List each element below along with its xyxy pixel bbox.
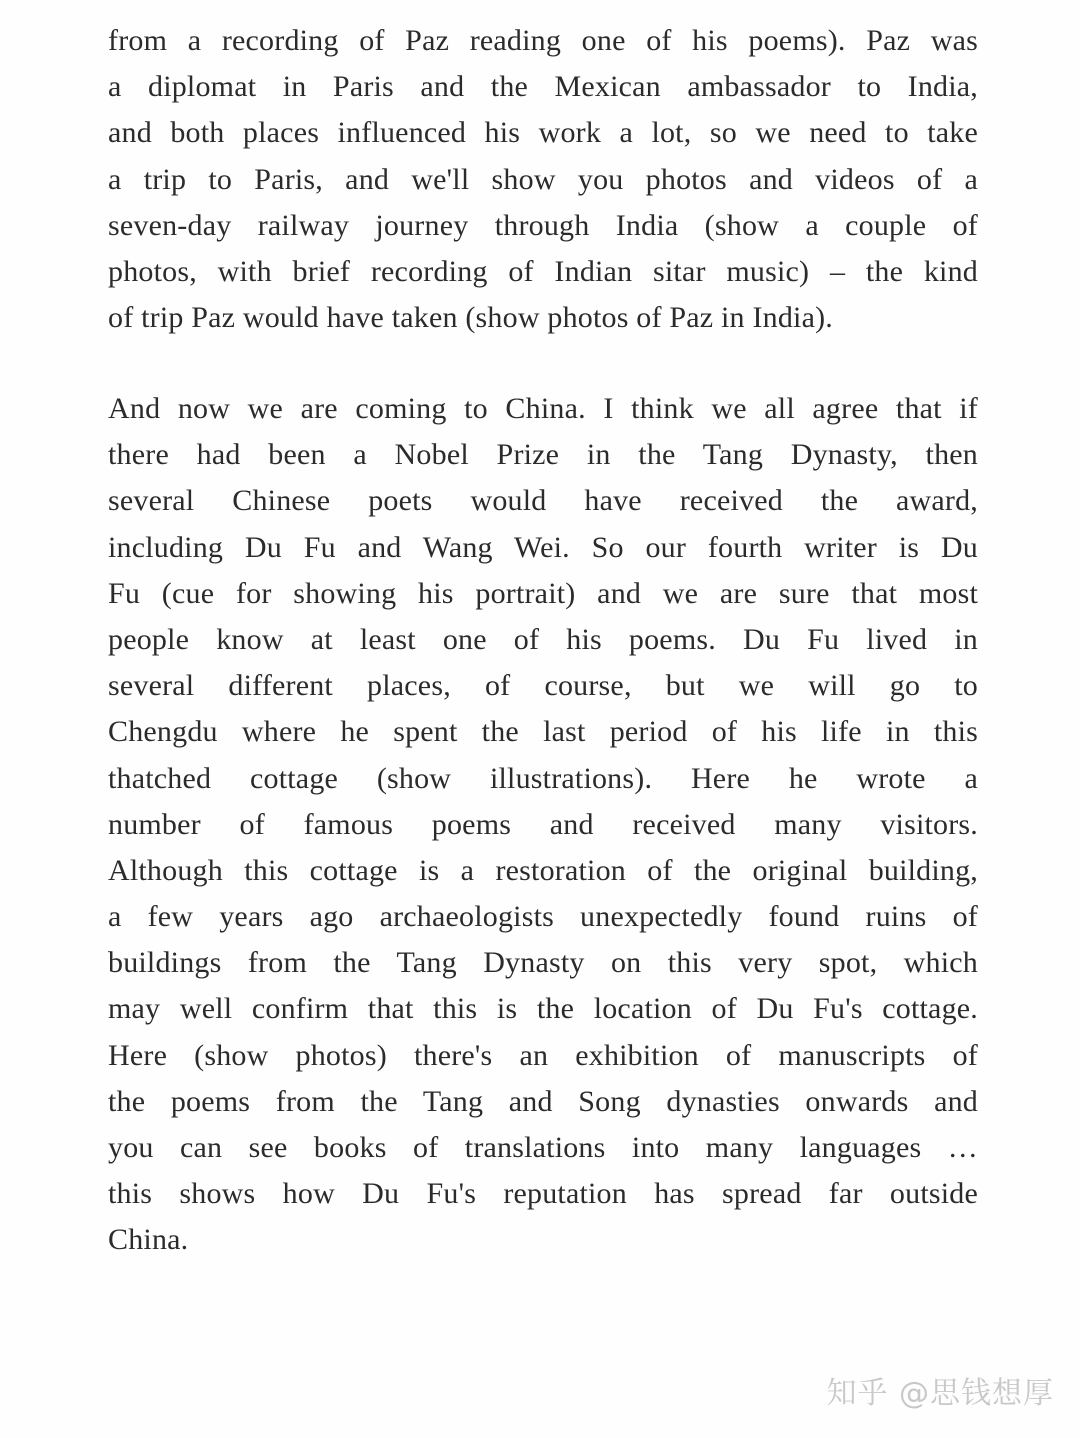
paragraph-line: thatched cottage (show illustrations). Here he wrote a — [108, 761, 978, 795]
paragraph-line: Chengdu where he spent the last period of his life in this — [108, 715, 978, 749]
paragraph-line: a few years ago archaeologists unexpectedly found ruins of — [108, 900, 978, 934]
paragraph-1 — [108, 18, 978, 341]
paragraph-line: people know at least one of his poems. Du Fu lived in — [108, 622, 978, 656]
paragraph-line: Fu (cue for showing his portrait) and we are sure that most — [108, 576, 978, 610]
paragraph-line: a trip to Paris, and we'll show you photos and videos of a — [108, 162, 978, 196]
watermark-label: 知乎 @思钱想厚 — [826, 1376, 1054, 1411]
paragraph-line: may well confirm that this is the location of Du Fu's cottage. — [108, 992, 978, 1026]
paragraph-line: this shows how Du Fu's reputation has spread far outside — [108, 1177, 978, 1211]
paragraph-line: you can see books of translations into many languages … — [108, 1131, 978, 1164]
paragraph-line: a diplomat in Paris and the Mexican ambassador to India, — [108, 70, 978, 104]
paragraph-line: And now we are coming to China. I think we all agree that if — [108, 392, 978, 425]
paragraph-line: the poems from the Tang and Song dynasties onwards and — [108, 1084, 978, 1118]
paragraph-line: Although this cottage is a restoration of the original building, — [108, 853, 978, 887]
paragraph-line: number of famous poems and received many visitors. — [108, 807, 978, 841]
paragraph-line: China. — [108, 1223, 189, 1257]
paragraph-line: several Chinese poets would have received the award, — [108, 484, 978, 518]
paragraph-line: including Du Fu and Wang Wei. So our fourth writer is Du — [108, 530, 978, 564]
paragraph-line: several different places, of course, but we will go to — [108, 669, 978, 703]
paragraph-line: photos, with brief recording of Indian sitar music) – the kind — [108, 254, 978, 288]
paragraph-line: there had been a Nobel Prize in the Tang Dynasty, then — [108, 438, 978, 472]
paragraph-line: from a recording of Paz reading one of his poems). Paz was — [108, 24, 978, 57]
paragraph-line: and both places influenced his work a lot, so we need to take — [108, 116, 978, 150]
paragraph-line: buildings from the Tang Dynasty on this very spot, which — [108, 946, 978, 980]
paragraph-line: seven-day railway journey through India (show a couple of — [108, 208, 978, 242]
paragraph-line: Here (show photos) there's an exhibition of manuscripts of — [108, 1038, 978, 1072]
paragraph-2 — [108, 386, 978, 1264]
paragraph-line: of trip Paz would have taken (show photos of Paz in India). — [108, 301, 833, 335]
